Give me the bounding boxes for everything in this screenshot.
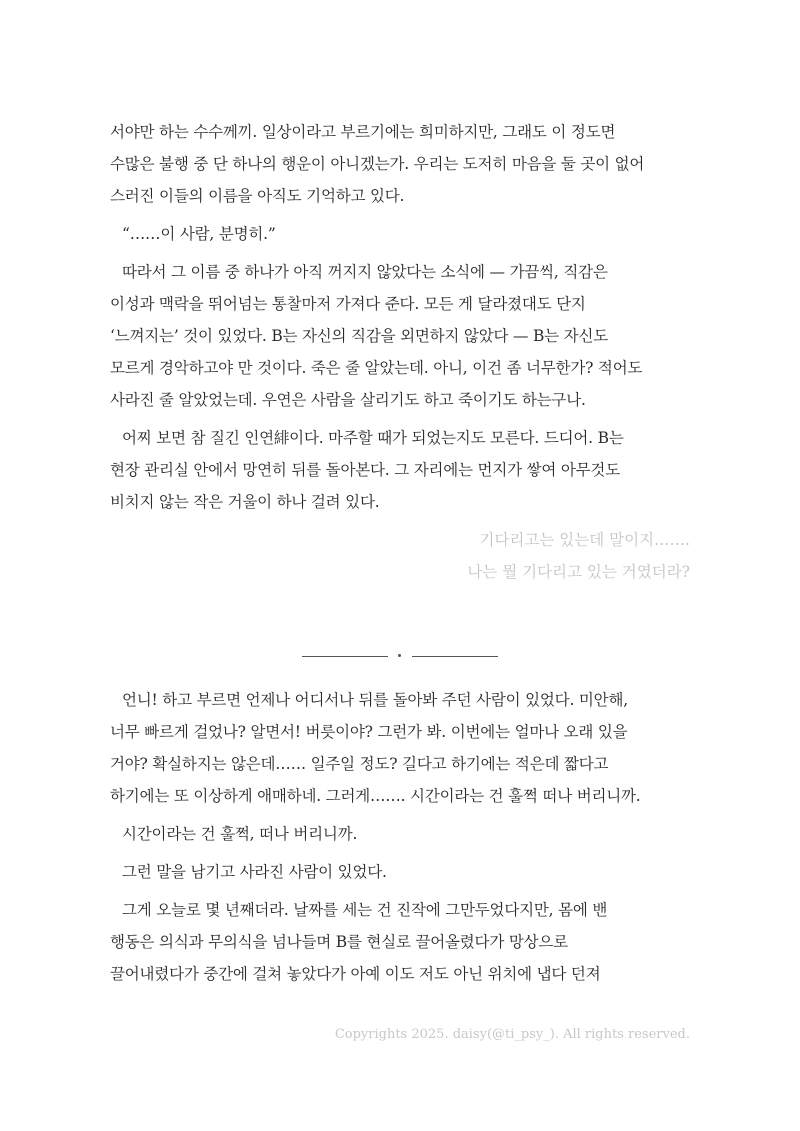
text-line: 그게 오늘로 몇 년째더라. 날짜를 세는 건 진작에 그만두었다지만, 몸에 밴 [122,901,608,919]
section-1 [110,116,690,588]
text-line: 너무 빠르게 걸었나? 알면서! 버릇이야? 그런가 봐. 이번에는 얼마나 오래 있을 [110,723,628,741]
text-line: 서야만 하는 수수께끼. 일상이라고 부르기에는 희미하지만, 그래도 이 정도면 [110,123,616,141]
paragraph [110,116,690,212]
text-line: ‘느껴지는’ 것이 있었다. B는 자신의 직감을 외면하지 않았다 — B는 자신도 [110,327,609,345]
text-line: 어찌 보면 참 질긴 인연緋이다. 마주할 때가 되었는지도 모른다. 드디어. B는 [122,429,624,447]
echo-block [110,524,690,588]
text-line: 하기에는 또 이상하게 애매하네. 그러게……. 시간이라는 건 훌쩍 떠나 버리니까. [110,787,641,805]
text-line: 현장 관리실 안에서 망연히 뒤를 돌아본다. 그 자리에는 먼지가 쌓여 아무것도 [110,461,620,479]
echo-line: 나는 뭘 기다리고 있는 거였더라? [467,563,690,581]
text-line: 모르게 경악하고야 만 것이다. 죽은 줄 알았는데. 아니, 이건 좀 너무한가? 적어도 [110,359,643,377]
text-line: 따라서 그 이름 중 하나가 아직 꺼지지 않았다는 소식에 — 가끔씩, 직감은 [122,263,608,281]
text-line: 시간이라는 건 훌쩍, 떠나 버리니까. [122,825,358,843]
text-line: 거야? 확실하지는 않은데…… 일주일 정도? 길다고 하기에는 적은데 짧다고 [110,755,609,773]
paragraph [110,218,690,250]
text-line: 행동은 의식과 무의식을 넘나들며 B를 현실로 끌어올렸다가 망상으로 [110,933,568,951]
text-line: 언니! 하고 부르면 언제나 어디서나 뒤를 돌아봐 주던 사람이 있었다. 미안해, [122,691,628,709]
text-line: 비치지 않는 작은 거울이 하나 걸려 있다. [110,493,380,511]
paragraph [110,422,690,518]
paragraph [110,856,690,888]
section-divider [302,650,498,664]
paragraph [110,256,690,416]
text-line: 사라진 줄 알았었는데. 우연은 사람을 살리기도 하고 죽이기도 하는구나. [110,391,586,409]
section-2 [110,684,690,990]
echo-line: 기다리고는 있는데 말이지……. [479,531,690,549]
divider-rule-right [412,656,498,657]
text-line: 스러진 이들의 이름을 아직도 기억하고 있다. [110,187,405,205]
dialogue-line: “……이 사람, 분명히.” [122,225,276,243]
text-line: 그런 말을 남기고 사라진 사람이 있었다. [122,863,387,881]
divider-dot [398,654,401,657]
paragraph [110,894,690,990]
text-line: 끌어내렸다가 중간에 걸쳐 놓았다가 아예 이도 저도 아닌 위치에 냅다 던져 [110,965,601,983]
copyright-footer: Copyrights 2025. daisy(@ti_psy_). All rights reserved. [334,1027,690,1042]
paragraph [110,684,690,812]
text-line: 이성과 맥락을 뛰어넘는 통찰마저 가져다 준다. 모든 게 달라졌대도 단지 [110,295,586,313]
text-line: 수많은 불행 중 단 하나의 행운이 아니겠는가. 우리는 도저히 마음을 둘 곳이 없어 [110,155,645,173]
divider-rule-left [302,656,388,657]
paragraph [110,818,690,850]
